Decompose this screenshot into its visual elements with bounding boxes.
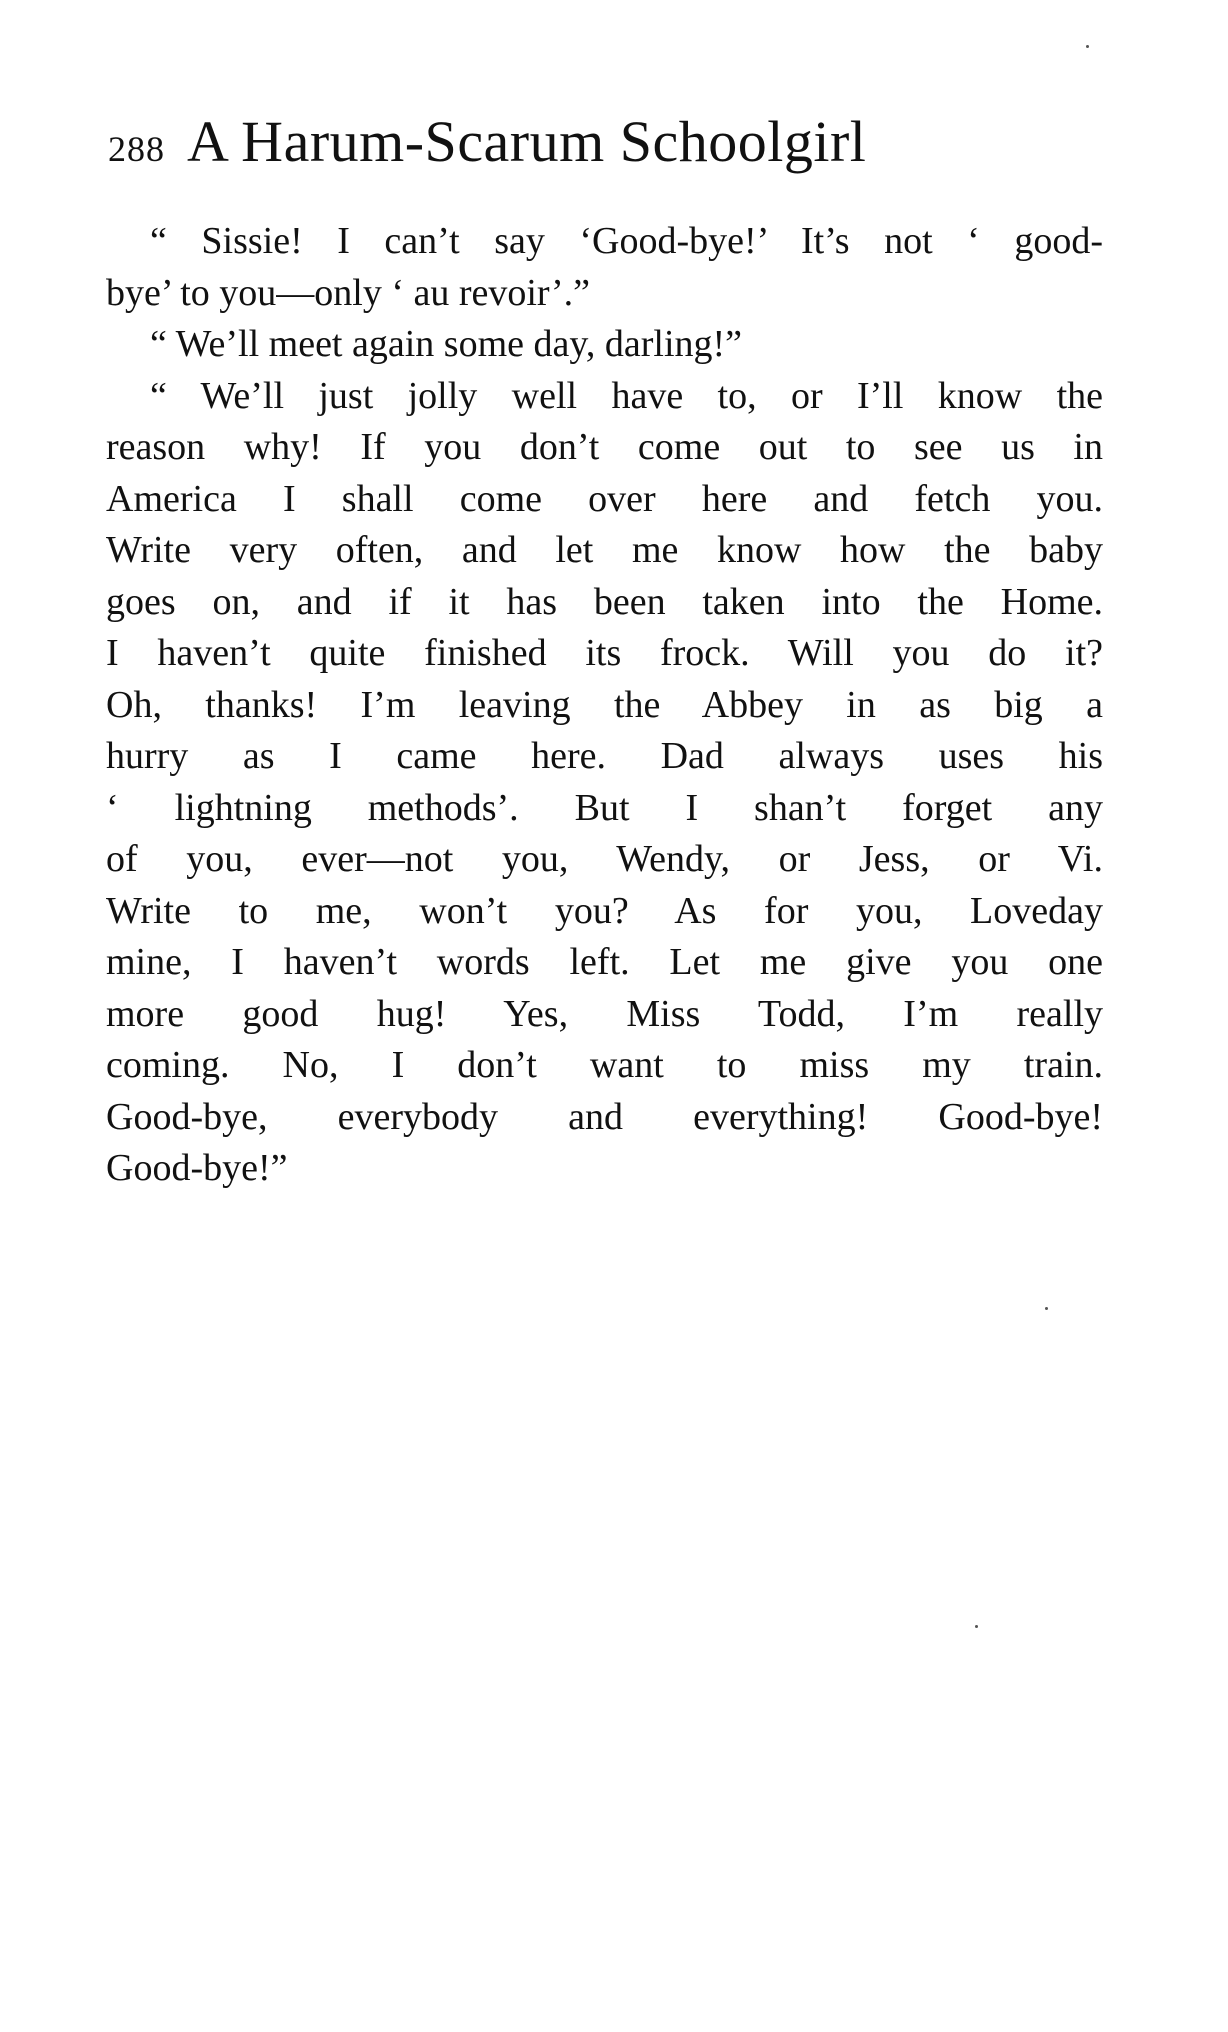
text-line: “ We’ll meet again some day, darling!”	[150, 323, 743, 365]
text-line: ‘ lightning methods’. But I shan’t forget any	[106, 786, 1103, 829]
book-title: A Harum-Scarum Schoolgirl	[187, 109, 867, 174]
text-line: more good hug! Yes, Miss Todd, I’m really	[106, 992, 1103, 1035]
text-line: Write very often, and let me know how the baby	[106, 529, 1103, 571]
scan-speck	[1045, 1307, 1048, 1310]
text-line: coming. No, I don’t want to miss my train.	[106, 1044, 1103, 1086]
running-head	[108, 108, 1108, 188]
page-number: 288	[108, 129, 165, 169]
text-line: hurry as I came here. Dad always uses his	[106, 735, 1103, 777]
text-line: reason why! If you don’t come out to see us in	[106, 426, 1103, 468]
scan-speck	[975, 1625, 978, 1628]
body-text	[106, 216, 1103, 1195]
text-line: Good-bye!”	[106, 1147, 288, 1189]
text-line: of you, ever—not you, Wendy, or Jess, or Vi.	[106, 838, 1103, 880]
text-line: Oh, thanks! I’m leaving the Abbey in as big a	[106, 683, 1103, 726]
scan-speck	[1086, 45, 1089, 48]
text-line: America I shall come over here and fetch you.	[106, 477, 1103, 520]
text-line: “ We’ll just jolly well have to, or I’ll know the	[150, 374, 1103, 417]
text-line: “ Sissie! I can’t say ‘Good-bye!’ It’s not ‘ good-	[150, 220, 1103, 262]
text-line: I haven’t quite finished its frock. Will you do it?	[106, 632, 1103, 674]
text-line: Write to me, won’t you? As for you, Loveday	[106, 889, 1103, 932]
text-line: Good-bye, everybody and everything! Good-bye!	[106, 1095, 1103, 1138]
text-line: mine, I haven’t words left. Let me give you one	[106, 941, 1103, 983]
text-line: bye’ to you—only ‘ au revoir’.”	[106, 271, 590, 314]
text-line: goes on, and if it has been taken into the Home.	[106, 580, 1103, 623]
